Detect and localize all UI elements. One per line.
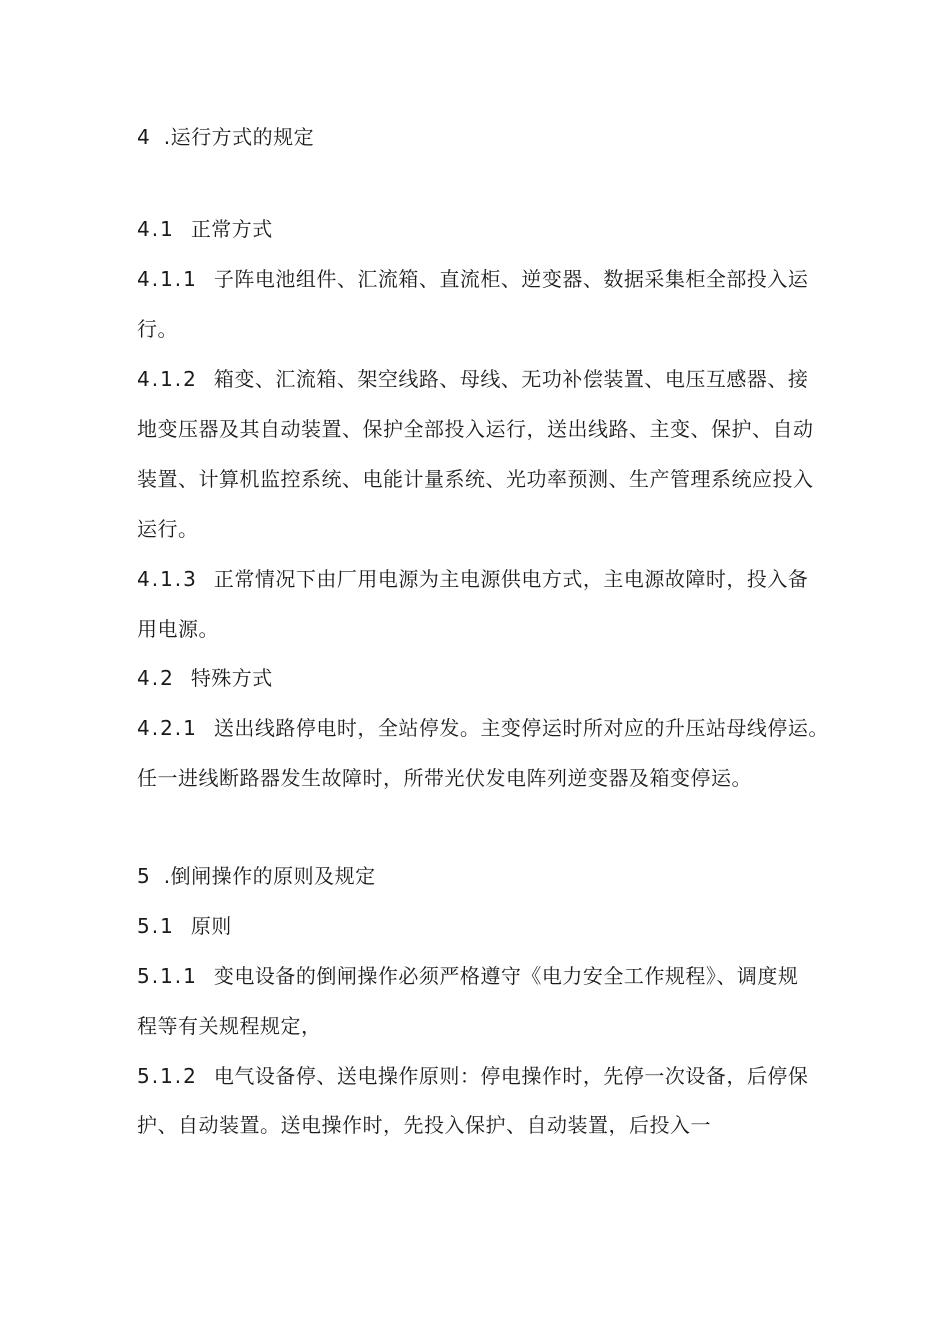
clause-text: 电气设备停、送电操作原则：停电操作时，先停一次设备，后停保 bbox=[213, 1064, 809, 1088]
section-number: 4 bbox=[137, 125, 152, 149]
clause-4-1-3-line-2 bbox=[137, 617, 219, 641]
clause-5-1-1-line-1 bbox=[137, 964, 798, 988]
clause-5-1-2-line-2 bbox=[137, 1113, 711, 1137]
subsection-heading-5-1 bbox=[137, 914, 232, 938]
clause-4-1-2-line-4 bbox=[137, 517, 199, 541]
clause-number: 4.1.2 bbox=[137, 367, 198, 391]
clause-4-1-1-line-1 bbox=[137, 267, 808, 291]
clause-4-1-2-line-1 bbox=[137, 367, 808, 391]
subsection-number: 5.1 bbox=[137, 914, 175, 938]
clause-text: 运行。 bbox=[137, 517, 199, 541]
clause-text: 任一进线断路器发生故障时，所带光伏发电阵列逆变器及箱变停运。 bbox=[137, 766, 752, 790]
subsection-heading-4-1 bbox=[137, 217, 273, 241]
clause-number: 4.1.1 bbox=[137, 267, 198, 291]
clause-4-1-3-line-1 bbox=[137, 567, 808, 591]
subsection-number: 4.2 bbox=[137, 666, 175, 690]
subsection-title: 特殊方式 bbox=[190, 666, 273, 690]
section-title: .运行方式的规定 bbox=[163, 125, 315, 149]
clause-4-1-2-line-2 bbox=[137, 417, 814, 441]
subsection-title: 原则 bbox=[190, 914, 232, 938]
clause-4-2-1-line-2 bbox=[137, 766, 752, 790]
clause-4-2-1-line-1 bbox=[137, 716, 829, 740]
clause-text: 用电源。 bbox=[137, 617, 219, 641]
clause-text: 护、自动装置。送电操作时，先投入保护、自动装置，后投入一 bbox=[137, 1113, 711, 1137]
clause-number: 4.1.3 bbox=[137, 567, 198, 591]
clause-number: 5.1.2 bbox=[137, 1064, 198, 1088]
clause-text: 程等有关规程规定， bbox=[137, 1014, 322, 1038]
subsection-title: 正常方式 bbox=[190, 217, 273, 241]
clause-text: 正常情况下由厂用电源为主电源供电方式，主电源故障时，投入备 bbox=[213, 567, 809, 591]
section-heading-4 bbox=[137, 125, 314, 149]
clause-number: 4.2.1 bbox=[137, 716, 198, 740]
clause-5-1-1-line-2 bbox=[137, 1014, 322, 1038]
clause-text: 行。 bbox=[137, 317, 178, 341]
clause-4-1-2-line-3 bbox=[137, 467, 814, 491]
section-heading-5 bbox=[137, 864, 376, 888]
section-title: .倒闸操作的原则及规定 bbox=[163, 864, 376, 888]
clause-text: 装置、计算机监控系统、电能计量系统、光功率预测、生产管理系统应投入 bbox=[137, 467, 814, 491]
clause-5-1-2-line-1 bbox=[137, 1064, 808, 1088]
section-number: 5 bbox=[137, 864, 152, 888]
clause-text: 子阵电池组件、汇流箱、直流柜、逆变器、数据采集柜全部投入运 bbox=[213, 267, 809, 291]
subsection-number: 4.1 bbox=[137, 217, 175, 241]
subsection-heading-4-2 bbox=[137, 666, 273, 690]
clause-text: 变电设备的倒闸操作必须严格遵守《电力安全工作规程》、调度规 bbox=[213, 964, 799, 988]
clause-number: 5.1.1 bbox=[137, 964, 198, 988]
clause-text: 地变压器及其自动装置、保护全部投入运行，送出线路、主变、保护、自动 bbox=[137, 417, 814, 441]
clause-text: 送出线路停电时，全站停发。主变停运时所对应的升压站母线停运。 bbox=[213, 716, 829, 740]
clause-4-1-1-line-2 bbox=[137, 317, 178, 341]
clause-text: 箱变、汇流箱、架空线路、母线、无功补偿装置、电压互感器、接 bbox=[213, 367, 809, 391]
